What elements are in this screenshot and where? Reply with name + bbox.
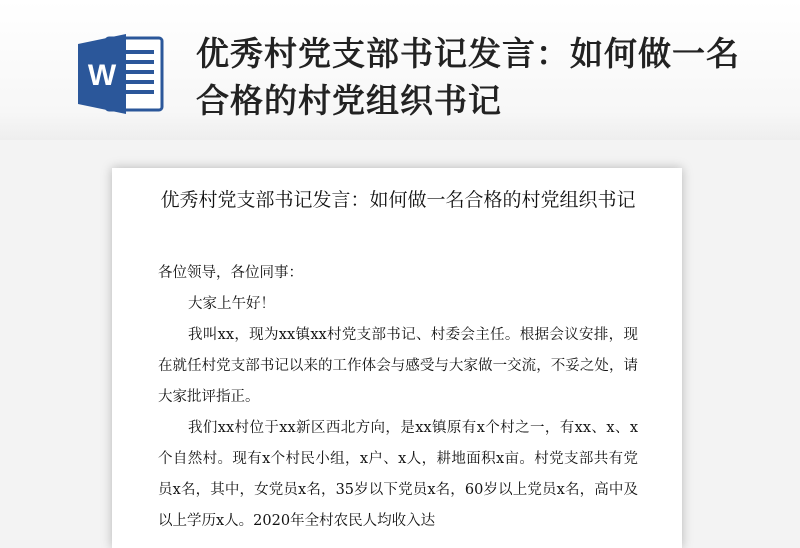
document-title: 优秀村党支部书记发言：如何做一名合格的村党组织书记 <box>160 189 636 211</box>
paragraph: 我们xx村位于xx新区西北方向，是xx镇原有x个村之一，有xx、x、x个自然村。现有x个村民小组，x户、x人，耕地面积x亩。村党支部共有党员x名，其中，女党员x名，35岁以下党员x名，60岁以上党员x名，高中及以上学历x人。2020年全村农民人均收入达 <box>158 420 638 529</box>
document-body <box>158 258 638 537</box>
page-title: 优秀村党支部书记发言：如何做一名合格的村党组织书记 <box>196 34 740 120</box>
word-document-icon <box>76 32 168 116</box>
word-icon-letter: W <box>87 59 117 92</box>
document-preview <box>112 168 682 548</box>
paragraph: 我叫xx，现为xx镇xx村党支部书记、村委会主任。根据会议安排，现在就任村党支部书记以来的工作体会与感受与大家做一交流，不妥之处，请大家批评指正。 <box>158 327 638 405</box>
salutation: 各位领导，各位同事： <box>158 265 303 281</box>
header-banner <box>0 0 800 140</box>
paragraph: 大家上午好！ <box>188 296 275 312</box>
